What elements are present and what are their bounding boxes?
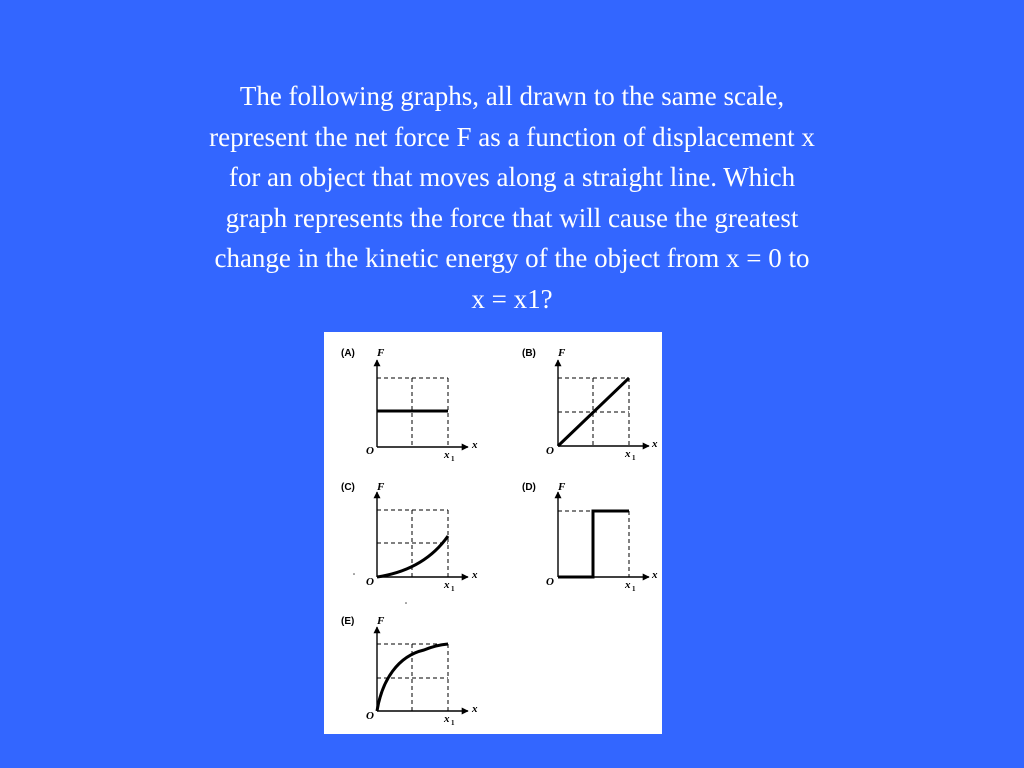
origin-label: O bbox=[366, 710, 374, 722]
question-line: change in the kinetic energy of the object from x = 0 to bbox=[214, 243, 810, 273]
y-axis-label: F bbox=[377, 347, 385, 359]
x1-label: x bbox=[444, 579, 450, 591]
origin-label: O bbox=[546, 576, 554, 588]
graph-panel-c bbox=[341, 481, 478, 593]
graph-panel-a bbox=[341, 347, 478, 463]
scan-speck bbox=[405, 602, 407, 604]
x1-subscript: 1 bbox=[451, 719, 455, 727]
panel-label: (C) bbox=[341, 482, 355, 493]
question-line: represent the net force F as a function of displacement x bbox=[209, 121, 815, 152]
question-line: for an object that moves along a straight line. Which bbox=[228, 162, 796, 192]
panel-label: (A) bbox=[341, 348, 355, 359]
x-axis-label: x bbox=[472, 569, 478, 581]
panel-label: (B) bbox=[522, 348, 536, 359]
question-line: x = x1? bbox=[471, 283, 553, 314]
panel-label: (D) bbox=[522, 482, 536, 493]
scan-speck bbox=[353, 573, 355, 575]
x-axis-label: x bbox=[652, 438, 658, 450]
x-axis-label: x bbox=[472, 703, 478, 715]
panel-label: (E) bbox=[341, 616, 355, 627]
force-curve bbox=[377, 536, 448, 577]
x1-label: x bbox=[444, 713, 450, 725]
x1-label: x bbox=[625, 579, 631, 591]
graphs-svg bbox=[324, 332, 662, 734]
graph-panel-d bbox=[522, 481, 658, 593]
question-line: The following graphs, all drawn to the same scale, bbox=[239, 81, 785, 111]
y-axis-label: F bbox=[377, 615, 385, 627]
force-curve bbox=[558, 511, 629, 577]
x1-label: x bbox=[625, 448, 631, 460]
question-line: graph represents the force that will cause the greatest bbox=[225, 202, 799, 233]
y-axis-label: F bbox=[558, 481, 566, 493]
x1-subscript: 1 bbox=[451, 585, 455, 593]
force-displacement-graphs bbox=[324, 332, 662, 734]
x1-label: x bbox=[444, 449, 450, 461]
x-axis-label: x bbox=[472, 439, 478, 451]
x1-subscript: 1 bbox=[451, 455, 455, 463]
origin-label: O bbox=[366, 576, 374, 588]
origin-label: O bbox=[366, 445, 374, 457]
x1-subscript: 1 bbox=[632, 454, 636, 462]
y-axis-label: F bbox=[377, 481, 385, 493]
y-axis-label: F bbox=[558, 347, 566, 359]
graph-panel-b bbox=[522, 347, 658, 462]
question-text bbox=[110, 76, 914, 319]
origin-label: O bbox=[546, 445, 554, 457]
graph-panel-e bbox=[341, 615, 478, 727]
x1-subscript: 1 bbox=[632, 585, 636, 593]
x-axis-label: x bbox=[652, 569, 658, 581]
